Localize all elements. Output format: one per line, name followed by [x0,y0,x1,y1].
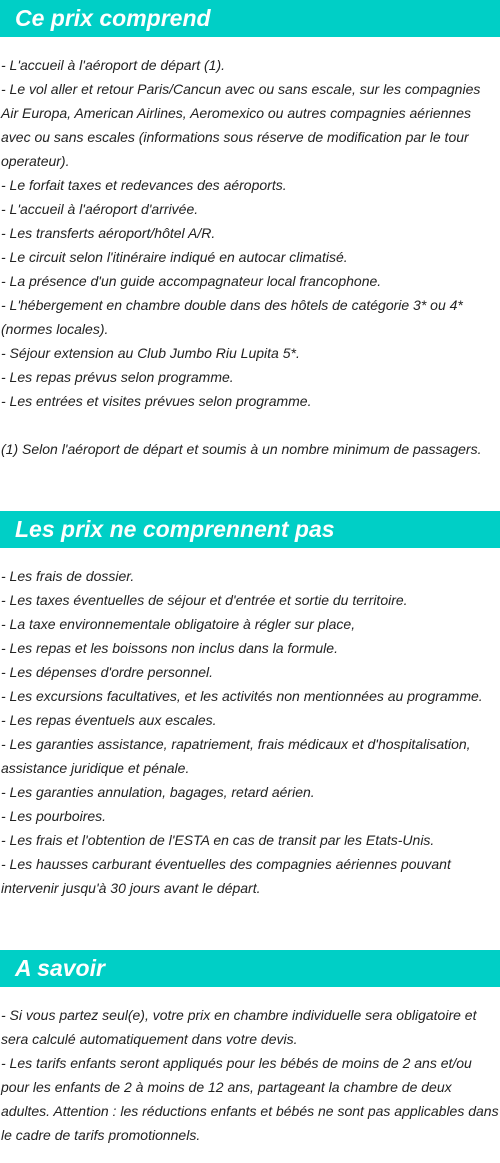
list-item: - La présence d'un guide accompagnateur local francophone. [1,273,382,289]
list-item: - Les garanties assistance, rapatriement, frais médicaux et d'hospitalisation, assistance juridique et pénale. [1,736,471,776]
section-title-non-compris: Les prix ne comprennent pas [0,511,500,548]
not-included-list [0,564,500,900]
list-item: - Les excursions facultatives, et les activités non mentionnées au programme. [1,688,483,704]
list-item: - Le circuit selon l'itinéraire indiqué en autocar climatisé. [1,249,348,265]
section-title-ce-prix-comprend: Ce prix comprend [0,0,500,37]
list-item: - Les dépenses d'ordre personnel. [1,664,214,680]
footnote: (1) Selon l'aéroport de départ et soumis à un nombre minimum de passagers. [1,441,482,457]
list-item: - Le forfait taxes et redevances des aéroports. [1,177,287,193]
list-item: - Les hausses carburant éventuelles des compagnies aériennes pouvant intervenir jusqu'à 30 jours avant le départ. [1,856,451,896]
section-title-a-savoir: A savoir [0,950,500,987]
list-item: - Les entrées et visites prévues selon programme. [1,393,312,409]
list-item: - La taxe environnementale obligatoire à régler sur place, [1,616,356,632]
list-item: - Les tarifs enfants seront appliqués pour les bébés de moins de 2 ans et/ou pour les enfants de 2 à moins de 12 ans, partageant la chambre de deux adultes. Attention : les réductions enfants et bébés ne sont pas applicables dans le cadre de tarifs promotionnels. [1,1055,499,1143]
list-item: - Les repas éventuels aux escales. [1,712,217,728]
list-item: - Si vous partez seul(e), votre prix en chambre individuelle sera obligatoire et sera calculé automatiquement dans votre devis. [1,1007,477,1047]
list-item: - Les transferts aéroport/hôtel A/R. [1,225,216,241]
list-item: - Les frais et l'obtention de l'ESTA en cas de transit par les Etats-Unis. [1,832,435,848]
list-item: - L'accueil à l'aéroport de départ (1). [1,57,226,73]
list-item: - Le vol aller et retour Paris/Cancun avec ou sans escale, sur les compagnies Air Europa, American Airlines, Aeromexico ou autres compagnies aériennes avec ou sans escales (informations sous réserve de modification par le tour operateur). [1,81,481,169]
list-item: - Les frais de dossier. [1,568,135,584]
list-item: - Les taxes éventuelles de séjour et d'entrée et sortie du territoire. [1,592,408,608]
list-item: - Les pourboires. [1,808,107,824]
list-item: - Les repas prévus selon programme. [1,369,234,385]
list-item: - Les repas et les boissons non inclus dans la formule. [1,640,338,656]
list-item: - Séjour extension au Club Jumbo Riu Lupita 5*. [1,345,300,361]
list-item: - L'accueil à l'aéroport d'arrivée. [1,201,199,217]
list-item: - Les garanties annulation, bagages, retard aérien. [1,784,315,800]
list-item: - L'hébergement en chambre double dans des hôtels de catégorie 3* ou 4* (normes locales). [1,297,463,337]
good-to-know-list [0,1003,500,1147]
included-list [0,53,500,413]
